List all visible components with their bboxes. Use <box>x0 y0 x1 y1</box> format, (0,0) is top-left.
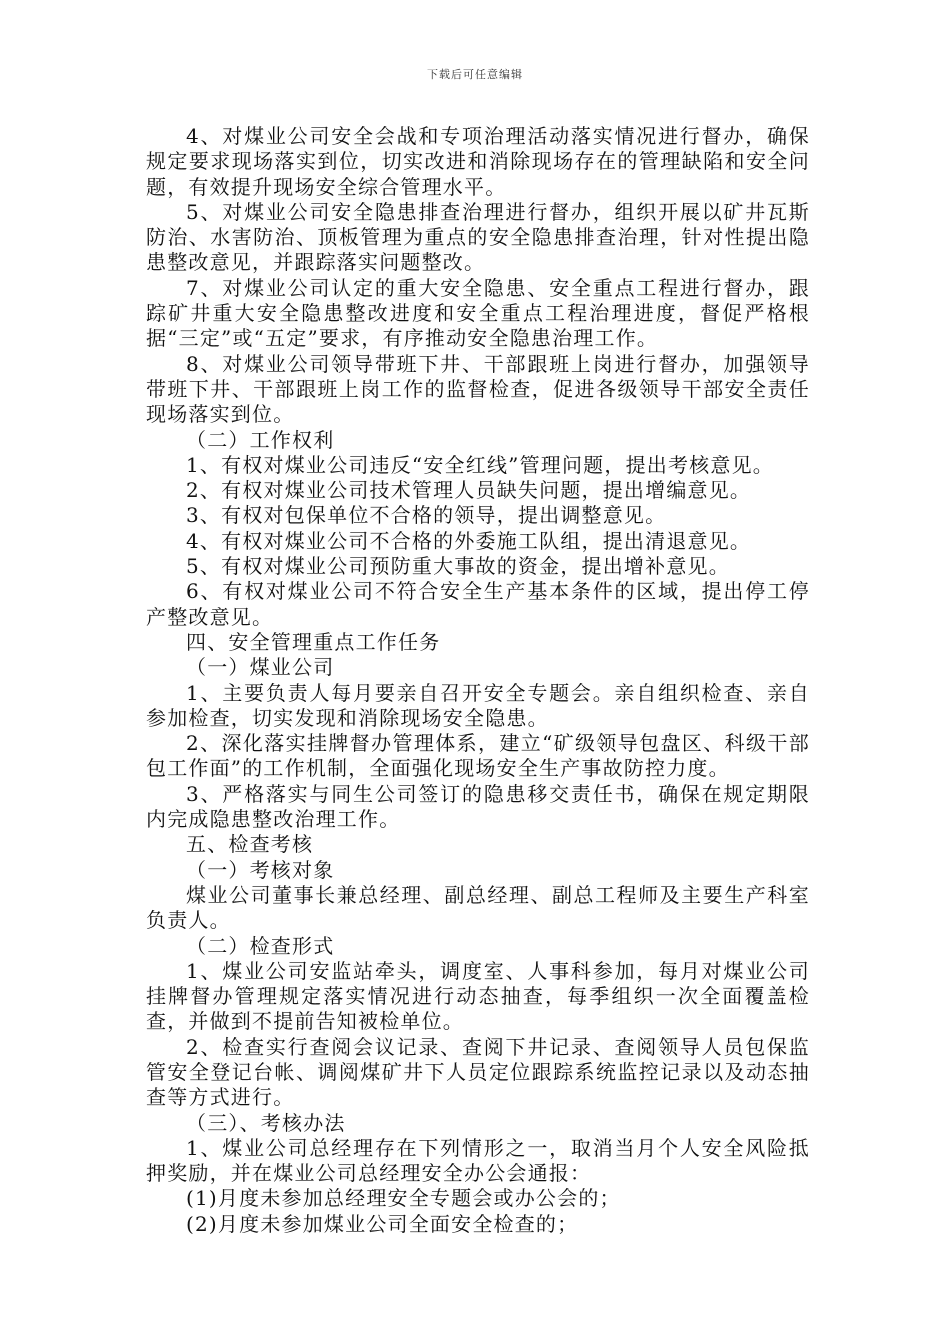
paragraph: 5、对煤业公司安全隐患排查治理进行督办，组织开展以矿井瓦斯防治、水害防治、顶板管理为重点的安全隐患排查治理，针对性提出隐患整改意见，并跟踪落实问题整改。 <box>146 199 810 275</box>
document-body <box>146 124 810 1237</box>
paragraph: 8、对煤业公司领导带班下井、干部跟班上岗进行督办，加强领导带班下井、干部跟班上岗工作的监督检查，促进各级领导干部安全责任现场落实到位。 <box>146 351 810 427</box>
section-subheading: （一）煤业公司 <box>186 655 335 680</box>
section-subheading: （二）工作权利 <box>186 427 335 452</box>
section-subheading: （一）考核对象 <box>186 857 335 882</box>
paragraph: 1、煤业公司总经理存在下列情形之一，取消当月个人安全风险抵押奖励，并在煤业公司总经理安全办公会通报： <box>146 1135 810 1186</box>
paragraph: 1、煤业公司安监站牵头，调度室、人事科参加，每月对煤业公司挂牌督办管理规定落实情况进行动态抽查，每季组织一次全面覆盖检查，并做到不提前告知被检单位。 <box>146 958 810 1034</box>
paragraph: 2、有权对煤业公司技术管理人员缺失问题，提出增编意见。 <box>186 478 752 503</box>
paragraph: 6、有权对煤业公司不符合安全生产基本条件的区域，提出停工停产整改意见。 <box>146 579 810 629</box>
section-heading: 五、检查考核 <box>186 832 314 857</box>
section-subheading: （三）、考核办法 <box>186 1110 346 1135</box>
paragraph: 4、有权对煤业公司不合格的外委施工队组，提出清退意见。 <box>186 528 752 553</box>
paragraph: 7、对煤业公司认定的重大安全隐患、安全重点工程进行督办，跟踪矿井重大安全隐患整改进度和安全重点工程治理进度，督促严格根据“三定”或“五定”要求，有序推动安全隐患治理工作。 <box>146 275 810 351</box>
list-item: (2)月度未参加煤业公司全面安全检查的； <box>186 1211 579 1236</box>
paragraph: 2、检查实行查阅会议记录、查阅下井记录、查阅领导人员包保监管安全登记台帐、调阅煤矿井下人员定位跟踪系统监控记录以及动态抽查等方式进行。 <box>146 1034 810 1110</box>
list-item: (1)月度未参加总经理安全专题会或办公会的； <box>186 1186 621 1211</box>
paragraph: 1、有权对煤业公司违反“安全红线”管理问题，提出考核意见。 <box>186 452 774 477</box>
paragraph: 煤业公司董事长兼总经理、副总经理、副总工程师及主要生产科室负责人。 <box>146 882 810 933</box>
paragraph: 4、对煤业公司安全会战和专项治理活动落实情况进行督办，确保规定要求现场落实到位，切实改进和消除现场存在的管理缺陷和安全问题，有效提升现场安全综合管理水平。 <box>146 124 810 199</box>
paragraph: 3、严格落实与同生公司签订的隐患移交责任书，确保在规定期限内完成隐患整改治理工作。 <box>146 781 810 832</box>
paragraph: 2、深化落实挂牌督办管理体系，建立“矿级领导包盘区、科级干部包工作面”的工作机制，全面强化现场安全生产事故防控力度。 <box>146 731 810 781</box>
page-header-note: 下载后可任意编辑 <box>427 68 523 81</box>
section-subheading: （二）检查形式 <box>186 933 335 958</box>
paragraph: 1、主要负责人每月要亲自召开安全专题会。亲自组织检查、亲自参加检查，切实发现和消除现场安全隐患。 <box>146 680 810 730</box>
section-heading: 四、安全管理重点工作任务 <box>186 629 441 654</box>
paragraph: 5、有权对煤业公司预防重大事故的资金，提出增补意见。 <box>186 554 730 579</box>
paragraph: 3、有权对包保单位不合格的领导，提出调整意见。 <box>186 503 667 528</box>
